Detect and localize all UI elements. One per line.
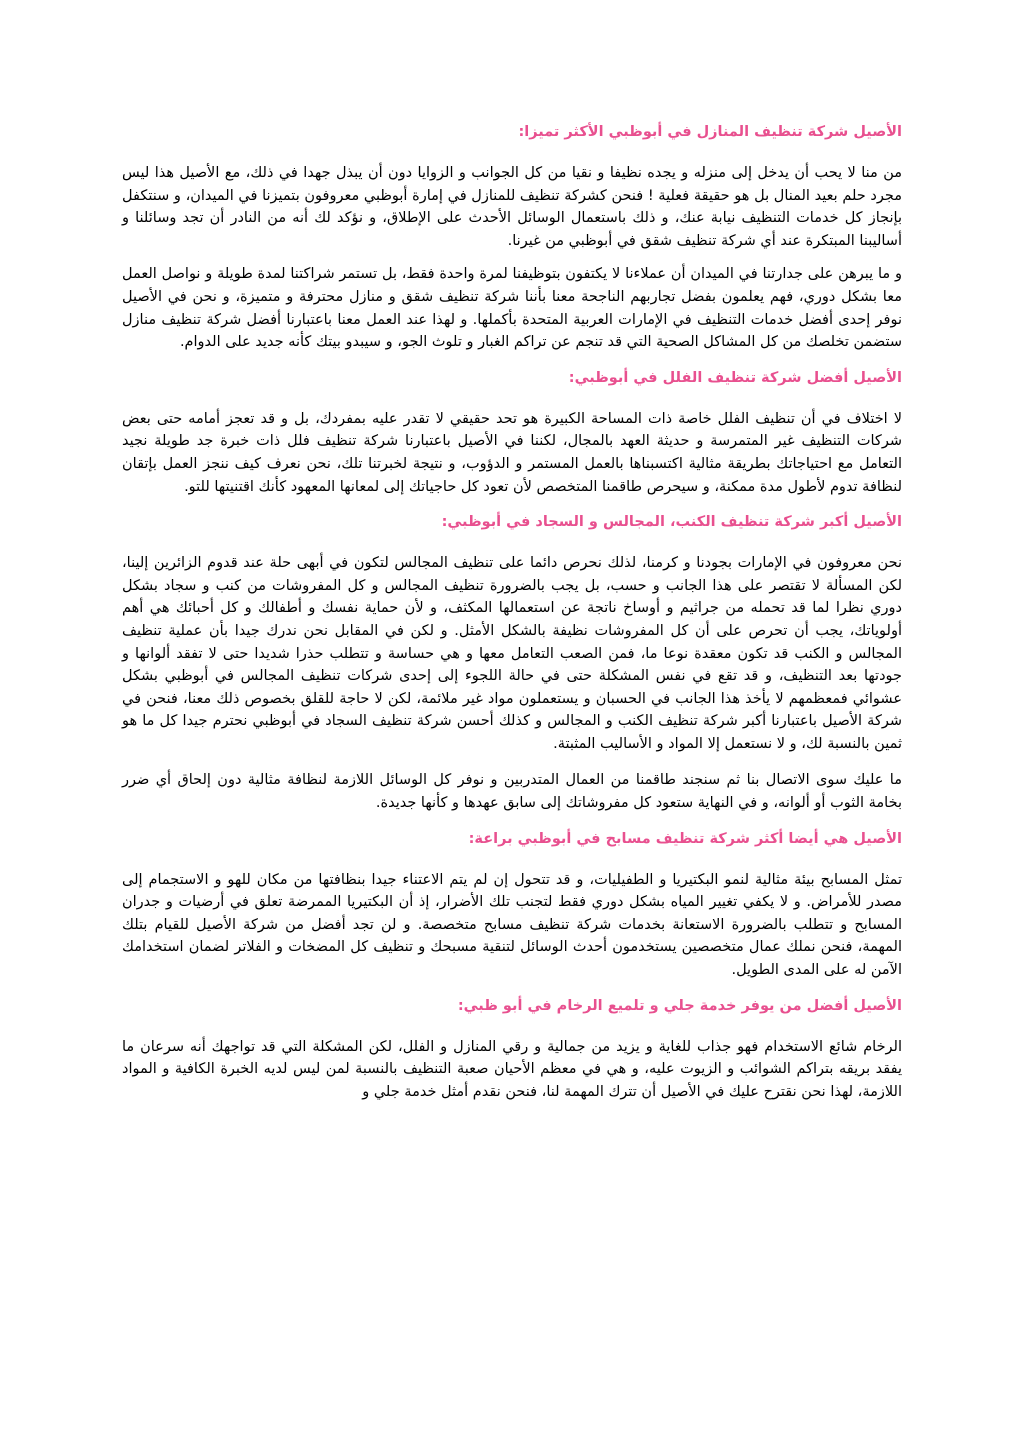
paragraph: تمثل المسابح بيئة مثالية لنمو البكتيريا و الطفيليات، و قد تتحول إن لم يتم الاعتناء جيدا بنظافتها من مكان للهو و الاستجمام إلى مصدر للأمراض. و لا يكفي تغيير المياه بشكل دوري فقط لتجنب تلك الأضرار، إذ أن البكتيريا الممرضة تعلق في أرضيات و جدران المسابح و تتطلب بالضرورة الاستعانة بخدمات شركة تنظيف مسابح متخصصة. و لن تجد أفضل من شركة الأصيل للقيام بتلك المهمة، فنحن نملك عمال متخصصين يستخدمون أحدث الوسائل لتنقية مسبحك و تنظيف كل المضخات و الفلاتر لضمان استخدامك الآمن له على المدى الطويل. — [122, 871, 902, 979]
document-page — [122, 122, 902, 1114]
section-sofa-carpet-cleaning — [122, 512, 902, 815]
section-heading: الأصيل هي أيضا أكثر شركة تنظيف مسابح في أبوظبي براعة: — [468, 830, 902, 847]
section-heading: الأصيل أفضل من يوفر خدمة جلي و تلميع الرخام في أبو ظبي: — [457, 997, 902, 1014]
section-heading: الأصيل أكبر شركة تنظيف الكنب، المجالس و السجاد في أبوظبي: — [441, 514, 902, 531]
paragraph: لا اختلاف في أن تنظيف الفلل خاصة ذات المساحة الكبيرة هو تحد حقيقي لا تقدر عليه بمفردك، بل و قد تعجز أمامه حتى بعض شركات التنظيف غير المتمرسة و حديثة العهد بالمجال، لكننا في الأصيل باعتبارنا شركة تنظيف فلل ذات خبرة جد طويلة نجيد التعامل مع احتياجاتك بطريقة مثالية اكتسبناها بالعمل المستمر و الدؤوب، و نتيجة لخبرتنا تلك، نحن نعرف كيف ننجز العمل بإتقان لنظافة تدوم لأطول مدة ممكنة، و سيحرص طاقمنا المتخصص لأن تعود كل حاجياتك إلى لمعانها المعهود كأنك اقتنيتها للتو. — [122, 410, 902, 495]
section-heading: الأصيل أفضل شركة تنظيف الفلل في أبوظبي: — [568, 369, 902, 386]
section-marble-polishing — [122, 996, 902, 1104]
paragraph: من منا لا يحب أن يدخل إلى منزله و يجده نظيفا و نقيا من كل الجوانب و الزوايا دون أن يبذل جهدا في ذلك، مع الأصيل هذا ليس مجرد حلم بعيد المنال بل هو حقيقة فعلية ! فنحن كشركة تنظيف للمنازل في إمارة أبوظبي معروفون بتميزنا في الميدان، و سنتكفل بإنجاز كل خدمات التنظيف نيابة عنك، و ذلك باستعمال الوسائل الأحدث على الإطلاق، و نؤكد لك أنه من النادر أن تجد وسائلنا و أساليبنا المبتكرة عند أي شركة تنظيف شقق في أبوظبي من غيرنا. — [122, 165, 902, 249]
section-pool-cleaning — [122, 829, 902, 982]
paragraph: و ما يبرهن على جدارتنا في الميدان أن عملاءنا لا يكتفون بتوظيفنا لمرة واحدة فقط، بل تستمر شراكتنا لمدة طويلة و نواصل العمل معا بشكل دوري، فهم يعلمون بفضل تجاربهم الناجحة معنا بأننا شركة تنظيف شقق و منازل محترفة و متميزة، و نحن في الأصيل نوفر إحدى أفضل خدمات التنظيف في الإمارات العربية المتحدة بأكملها. و لهذا عند العمل معنا باعتبارنا أفضل شركة تنظيف منازل ستضمن تخلصك من كل المشاكل الصحية التي قد تنجم عن تراكم الغبار و تلوث الجو، و سيبدو بيتك كأنه جديد على الدوام. — [122, 266, 902, 351]
section-villa-cleaning — [122, 368, 902, 498]
paragraph: ما عليك سوى الاتصال بنا ثم سنجند طاقمنا من العمال المتدربين و نوفر كل الوسائل اللازمة لنظافة مثالية دون إلحاق أي ضرر بخامة الثوب أو ألوانه، و في النهاية ستعود كل مفروشاتك إلى سابق عهدها و كأنها جديدة. — [122, 772, 902, 812]
paragraph: نحن معروفون في الإمارات بجودنا و كرمنا، لذلك نحرص دائما على تنظيف المجالس لتكون في أبهى حلة عند قدوم الزائرين إلينا، لكن المسألة لا تقتصر على هذا الجانب و حسب، بل يجب بالضرورة تنظيف المجالس و كل المفروشات من كنب و سجاد بشكل دوري نظرا لما قد تحمله من جراثيم و أوساخ ناتجة عن استعمالها المكثف، و لأن حماية نفسك و أطفالك و كل أحبائك هي أهم أولوياتك، يجب أن تحرص على أن كل المفروشات نظيفة بالشكل الأمثل. و لكن في المقابل نحن ندرك جيدا بأن عملية تنظيف المجالس و الكنب قد تكون معقدة نوعا ما، فمن الصعب التعامل معها و هي حساسة و تتطلب حذرا شديدا حتى لا تفقد ألوانها و جودتها بعد التنظيف، و قد تقع في نفس المشكلة حتى في حالة اللجوء إلى إحدى شركات تنظيف المجالس في أبوظبي بشكل عشوائي فمعظمهم لا يأخذ هذا الجانب في الحسبان و يستعملون مواد غير ملائمة، لكن لا حاجة للقلق بخصوص ذلك معنا، فنحن في شركة الأصيل باعتبارنا أكبر شركة تنظيف الكنب و المجالس و كذلك أحسن شركة تنظيف السجاد في أبوظبي نحترم جيدا كل ما هو ثمين بالنسبة لك، و لا نستعمل إلا المواد و الأساليب المثبتة. — [122, 555, 902, 752]
section-home-cleaning — [122, 122, 902, 354]
paragraph: الرخام شائع الاستخدام فهو جذاب للغاية و يزيد من جمالية و رقي المنازل و الفلل، لكن المشكلة التي قد تواجهك أنه سرعان ما يفقد بريقه بتراكم الشوائب و الزيوت عليه، و هي في معظم الأحيان صعبة التنظيف بالنسبة لمن ليس لديه الخبرة الكافية و المواد اللازمة، لهذا نحن نقترح عليك في الأصيل أن تترك المهمة لنا، فنحن نقدم أمثل خدمة جلي و — [122, 1038, 902, 1100]
section-heading: الأصيل شركة تنظيف المنازل في أبوظبي الأكثر تميزا: — [518, 124, 902, 140]
